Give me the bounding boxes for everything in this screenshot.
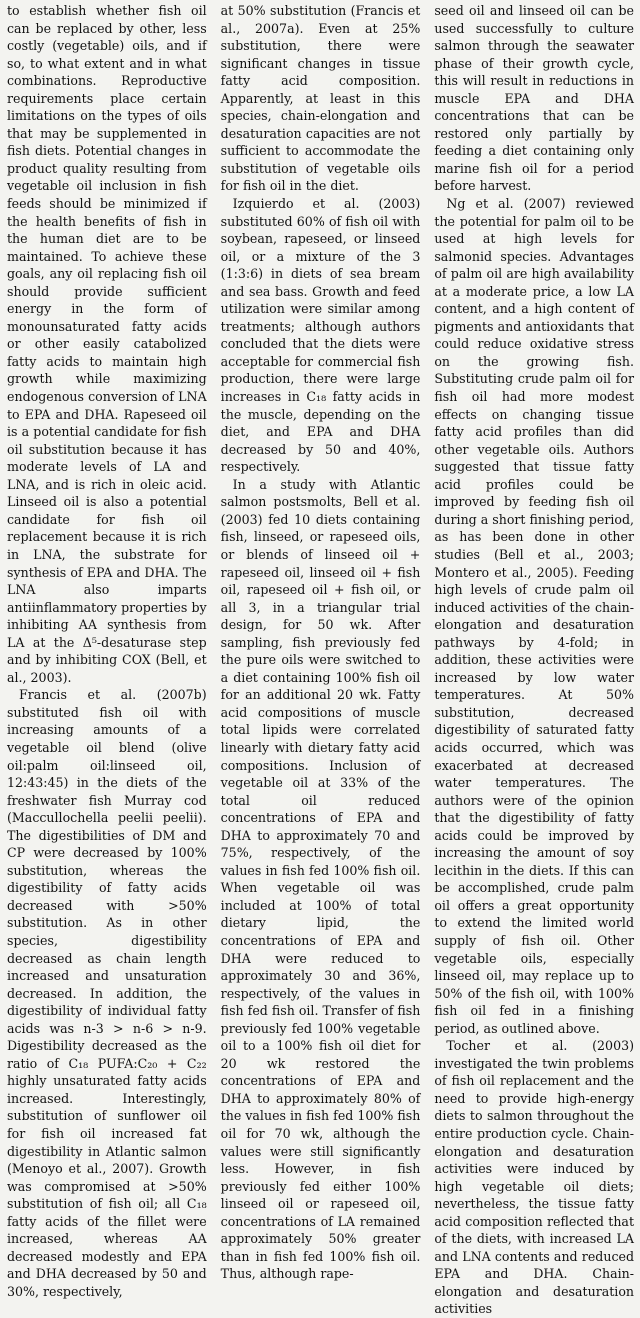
paragraph: Francis et al. (2007b) substituted fish oil with increasing amounts of a vegetable oil blend (olive oil:palm oil:linseed oil, 12:43:45) in the diets of the freshwater fish Murray cod (Maccullochella peelii peelii). The digestibilities of DM and CP were decreased by 100% substitution, whereas the digestibility of fatty acids decreased with >50% substitution. As in other species, digestibility decreased as chain length increased and unsaturation decreased. In addition, the digestibility of individual fatty acids was n-3 > n-6 > n-9. Digestibility decreased as the ratio of C₁₈ PUFA:C₂₀ + C₂₂ highly unsaturated fatty acids increased. Interestingly, substitution of sunflower oil for fish oil increased fat digestibility in Atlantic salmon (Menoyo et al., 2007). Growth was compromised at >50% substitution of fish oil; all C₁₈ fatty acids of the fillet were increased, whereas AA decreased modestly and EPA and DHA decreased by 50 and 30%, respectively, <box>7 687 207 1299</box>
paragraph: seed oil and linseed oil can be used successfully to culture salmon through the seawater phase of their growth cycle, this will result in reductions in muscle EPA and DHA concentrations that can be restored only partially by feeding a diet containing only marine fish oil for a period before harvest. <box>434 3 635 194</box>
paragraph: In a study with Atlantic salmon postsmolts, Bell et al. (2003) fed 10 diets containing fish, linseed, or rapeseed oils, or blends of linseed oil + rapeseed oil, linseed oil + fish oil, rapeseed oil + fish oil, or all 3, in a triangular trial design, for 50 wk. After sampling, fish previously fed the pure oils were switched to a diet containing 100% fish oil for an additional 20 wk. Fatty acid compositions of muscle total lipids were correlated linearly with dietary fatty acid compositions. Inclusion of vegetable oil at 33% of the total oil reduced concentrations of EPA and DHA to approximately 70 and 75%, respectively, of the values in fish fed 100% fish oil. When vegetable oil was included at 100% of total dietary lipid, the concentrations of EPA and DHA were reduced to approximately 30 and 36%, respectively, of the values in fish fed fish oil. Transfer of fish previously fed 100% vegetable oil to a 100% fish oil diet for 20 wk restored the concentrations of EPA and DHA to approximately 80% of the values in fish fed 100% fish oil for 70 wk, although the values were still significantly less. However, in fish previously fed either 100% linseed oil or rapeseed oil, concentrations of LA remained approximately 50% greater than in fish fed 100% fish oil. Thus, although rape- <box>220 476 421 1282</box>
text-column-3 <box>434 2 635 1317</box>
text-column-2 <box>220 2 421 1282</box>
text-column-1 <box>7 2 207 1299</box>
paragraph: Izquierdo et al. (2003) substituted 60% of fish oil with soybean, rapeseed, or linseed oil, or a mixture of the 3 (1:3:6) in diets of sea bream and sea bass. Growth and feed utilization were similar among treatments; although authors concluded that the diets were acceptable for commercial fish production, there were large increases in C₁₈ fatty acids in the muscle, depending on the diet, and EPA and DHA decreased by 50 and 40%, respectively. <box>220 196 421 475</box>
paragraph: Tocher et al. (2003) investigated the twin problems of fish oil replacement and the need to provide high-energy diets to salmon throughout the entire production cycle. Chain-elongation and desaturation activities were induced by high vegetable oil diets; nevertheless, the tissue fatty acid composition reflected that of the diets, with increased LA and LNA contents and reduced EPA and DHA. Chain-elongation and desaturation activities <box>434 1038 635 1317</box>
paragraph: Ng et al. (2007) reviewed the potential for palm oil to be used at high levels for salmonid species. Advantages of palm oil are high availability at a moderate price, a low LA content, and a high content of pigments and antioxidants that could reduce oxidative stress on the growing fish. Substituting crude palm oil for fish oil had more modest effects on changing tissue fatty acid profiles than did other vegetable oils. Authors suggested that tissue fatty acid profiles could be improved by feeding fish oil during a short finishing period, as has been done in other studies (Bell et al., 2003; Montero et al., 2005). Feeding high levels of crude palm oil induced activities of the chain-elongation and desaturation pathways by 4-fold; in addition, these activities were increased by low water temperatures. At 50% substitution, decreased digestibility of saturated fatty acids occurred, which was exacerbated at decreased water temperatures. The authors were of the opinion that the digestibility of fatty acids could be improved by increasing the amount of soy lecithin in the diets. If this can be accomplished, crude palm oil offers a great opportunity to extend the limited world supply of fish oil. Other vegetable oils, especially linseed oil, may replace up to 50% of the fish oil, with 100% fish oil fed in a finishing period, as outlined above. <box>434 196 635 1036</box>
paragraph: at 50% substitution (Francis et al., 2007a). Even at 25% substitution, there were significant changes in tissue fatty acid composition. Apparently, at least in this species, chain-elongation and desaturation capacities are not sufficient to accommodate the substitution of vegetable oils for fish oil in the diet. <box>220 3 421 194</box>
paragraph: to establish whether fish oil can be replaced by other, less costly (vegetable) oils, and if so, to what extent and in what combinations. Reproductive requirements place certain limitations on the types of oils that may be supplemented in fish diets. Potential changes in product quality resulting from vegetable oil inclusion in fish feeds should be minimized if the health benefits of fish in the human diet are to be maintained. To achieve these goals, any oil replacing fish oil should provide sufficient energy in the form of monounsaturated fatty acids or other easily catabolized fatty acids to maintain high growth while maximizing endogenous conversion of LNA to EPA and DHA. Rapeseed oil is a potential candidate for fish oil substitution because it has moderate levels of LA and LNA, and is rich in oleic acid. Linseed oil is also a potential candidate for fish oil replacement because it is rich in LNA, the substrate for synthesis of EPA and DHA. The LNA also imparts antiinflammatory properties by inhibiting AA synthesis from LA at the Δ⁵-desaturase step and by inhibiting COX (Bell, et al., 2003). <box>7 3 207 685</box>
